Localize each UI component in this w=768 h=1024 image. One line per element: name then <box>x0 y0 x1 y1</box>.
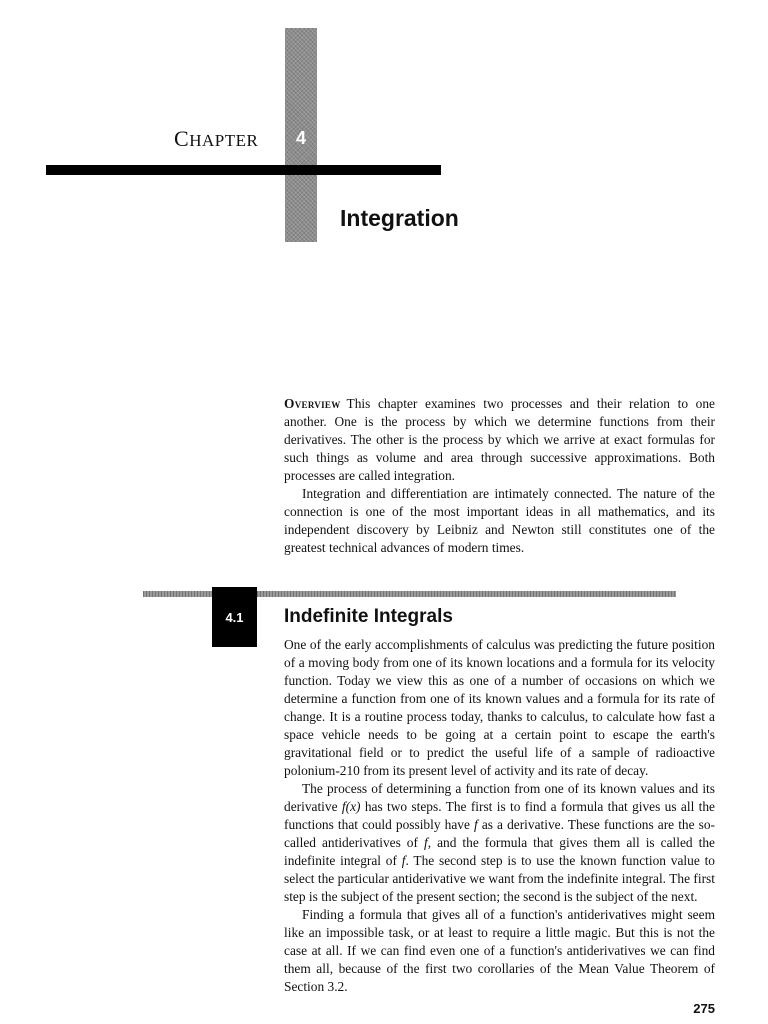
chapter-number: 4 <box>295 128 306 148</box>
math-fx: f(x) <box>341 799 361 814</box>
section-number: 4.1 <box>225 610 244 625</box>
p2-text-b: has two steps. The first is to find a formula that gives us all the functions that could possibly have <box>284 799 715 832</box>
section-title: Indefinite Integrals <box>284 606 453 627</box>
overview-paragraph-2: Integration and differentiation are intimately connected. The nature of the connection is one of the most important ideas in all mathematics, and its independent discovery by Leibniz and Newton still constitutes one of the greatest technical advances of modern times. <box>284 486 715 555</box>
overview-paragraph-1 <box>284 395 715 485</box>
chapter-rule <box>46 165 441 175</box>
math-f-3: f <box>401 853 406 868</box>
section-paragraph-1: One of the early accomplishments of calculus was predicting the future position of a moving body from one of its known locations and a formula for its velocity function. Today we view this as one of a number of occasions on which we determine a function from one of its known values and a formula for its rate of change. It is a routine process today, thanks to calculus, to calculate how fast a space vehicle needs to be going at a certain point to escape the earth's gravitational field or to predict the useful life of a sample of radioactive polonium-210 from its present level of activity and its rate of decay. <box>284 637 715 778</box>
chapter-label <box>174 126 258 152</box>
section-paragraph-2 <box>284 780 715 906</box>
p2-text-a: The process of determining a function from one of its known values and its derivative <box>284 781 715 814</box>
math-f-2: f <box>423 835 428 850</box>
page-number: 275 <box>693 1001 715 1016</box>
p2-text-c: as a derivative. These functions are the so-called antiderivatives of <box>284 817 715 850</box>
section-body <box>284 636 715 996</box>
overview-block <box>284 395 715 557</box>
overview-label: Overview <box>284 396 341 411</box>
math-f-1: f <box>474 817 478 832</box>
chapter-label-initial: C <box>174 126 190 151</box>
chapter-label-rest: HAPTER <box>189 131 259 150</box>
section-paragraph-3: Finding a formula that gives all of a function's antiderivatives might seem like an impossible task, or at least to require a little magic. But this is not the case at all. If we can find even one of a function's antiderivatives we can find them all, because of the first two corollaries of the Mean Value Theorem of Section 3.2. <box>284 907 715 994</box>
overview-text-1: This chapter examines two processes and their relation to one another. One is the process by which we determine functions from their derivatives. The other is the process by which we arrive at exact formulas for such things as volume and area through successive approximations. Both processes are called integration. <box>284 396 715 483</box>
p2-text-e: . The second step is to use the known function value to select the particular antiderivative we want from the indefinite integral. The first step is the subject of the present section; the second is the subject of the next. <box>284 853 715 904</box>
p2-text-d: , and the formula that gives them all is called the indefinite integral of <box>284 835 715 868</box>
chapter-title: Integration <box>340 205 459 231</box>
